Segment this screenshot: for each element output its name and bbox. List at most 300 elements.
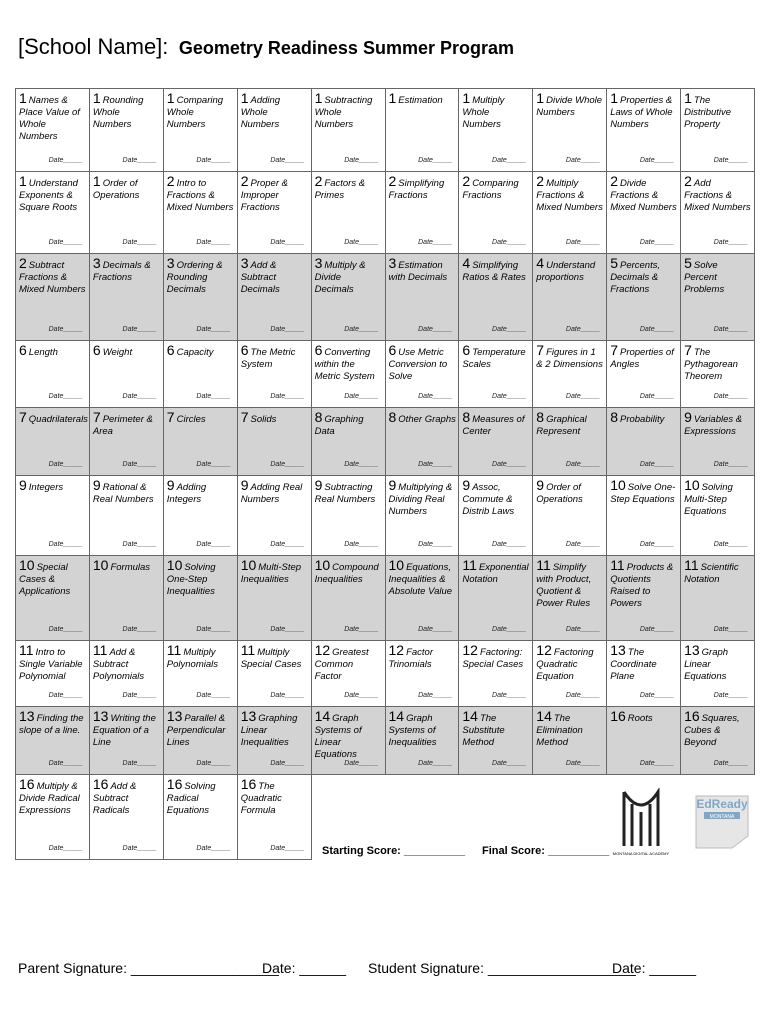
lesson-title: Subtracting Whole Numbers: [314, 95, 373, 130]
lesson-title: Factoring: Special Cases: [462, 647, 524, 670]
lesson-row: [15, 341, 755, 408]
lesson-number: 1: [92, 90, 101, 106]
lesson-title: Multiply Polynomials: [166, 647, 219, 670]
lesson-date-field[interactable]: Date_____: [196, 845, 231, 852]
page-title: [18, 34, 514, 60]
lesson-date-field[interactable]: Date_____: [122, 692, 157, 699]
final-score: Final Score: __________: [482, 845, 610, 857]
lesson-date-field[interactable]: Date_____: [48, 760, 83, 767]
lesson-date-field[interactable]: Date_____: [270, 626, 305, 633]
lesson-date-field[interactable]: Date_____: [639, 626, 675, 633]
lesson-date-field[interactable]: Date_____: [122, 760, 157, 767]
lesson-title: Equations, Inequalities & Absolute Value: [388, 562, 453, 597]
lesson-date-field[interactable]: Date_____: [639, 326, 675, 333]
lesson-cell: [16, 172, 90, 254]
lesson-date-field[interactable]: Date_____: [196, 760, 231, 767]
lesson-cell: [459, 341, 533, 408]
lesson-number: 2: [684, 173, 692, 189]
lesson-number: 14: [462, 708, 478, 724]
lesson-date-field[interactable]: Date_____: [639, 541, 675, 548]
lesson-title: Ordering & Rounding Decimals: [166, 260, 223, 295]
lesson-title: Proper & Improper Fractions: [240, 178, 288, 213]
lesson-date-field[interactable]: Date_____: [270, 760, 305, 767]
lesson-date-field[interactable]: Date_____: [492, 626, 527, 633]
lesson-number: 1: [388, 90, 397, 106]
lesson-date-field[interactable]: Date_____: [492, 692, 527, 699]
lesson-cell: [533, 556, 607, 641]
lesson-cell: [459, 408, 533, 476]
lesson-title: Measures of Center: [462, 414, 525, 437]
lesson-date-field[interactable]: Date_____: [48, 326, 83, 333]
lesson-number: 9: [92, 477, 101, 493]
starting-score: Starting Score: __________: [322, 845, 466, 857]
lesson-title: Adding Integers: [166, 482, 207, 505]
lesson-cell: [607, 641, 681, 707]
lesson-number: 1: [536, 90, 545, 106]
lesson-date-field[interactable]: Date_____: [565, 692, 601, 699]
lesson-cell: [312, 707, 386, 775]
lesson-cell: [533, 408, 607, 476]
lesson-date-field[interactable]: Date_____: [344, 461, 379, 468]
lesson-cell: [533, 254, 607, 341]
svg-text:MONTANA: MONTANA: [709, 814, 735, 820]
lesson-title: Simplifying Ratios & Rates: [462, 260, 526, 283]
lesson-date-field[interactable]: Date_____: [196, 626, 231, 633]
lesson-number: 11: [684, 557, 699, 573]
lesson-cell: [533, 476, 607, 556]
lesson-date-field[interactable]: Date_____: [713, 393, 748, 400]
lesson-title: Solve Percent Problems: [684, 260, 725, 295]
lesson-cell: [164, 641, 238, 707]
lesson-number: 6: [92, 342, 101, 358]
lesson-cell: [312, 341, 386, 408]
lesson-cell: [459, 172, 533, 254]
lesson-number: 11: [92, 642, 108, 658]
lesson-title: Graph Linear Equations: [684, 647, 729, 682]
lesson-number: 3: [388, 255, 397, 271]
lesson-title: Multiply Fractions & Mixed Numbers: [536, 178, 603, 213]
lesson-title: Factoring Quadratic Equation: [536, 647, 594, 682]
lesson-number: 14: [388, 708, 405, 724]
lesson-cell: [16, 556, 90, 641]
lesson-date-field[interactable]: Date_____: [270, 239, 305, 246]
lesson-number: 3: [314, 255, 323, 271]
lesson-number: 11: [610, 557, 625, 573]
program-name: Geometry Readiness Summer Program: [178, 38, 514, 58]
lesson-number: 1: [19, 90, 27, 106]
lesson-date-field[interactable]: Date_____: [565, 461, 601, 468]
lesson-date-field[interactable]: Date_____: [48, 393, 83, 400]
lesson-title: Add & Subtract Polynomials: [92, 647, 145, 682]
lesson-date-field[interactable]: Date_____: [713, 626, 748, 633]
lesson-cell: [238, 254, 312, 341]
lesson-date-field[interactable]: Date_____: [48, 157, 83, 164]
lesson-number: 4: [462, 255, 471, 271]
parent-date: Date: ______: [262, 960, 347, 976]
lesson-number: 8: [388, 409, 397, 425]
lesson-number: 10: [19, 557, 35, 573]
lesson-number: 2: [462, 173, 471, 189]
lesson-date-field[interactable]: Date_____: [48, 626, 83, 633]
lesson-date-field[interactable]: Date_____: [196, 157, 231, 164]
student-signature: Student Signature: ___________________: [368, 960, 636, 976]
lesson-title: The Quadratic Formula: [240, 781, 282, 816]
lesson-title: Formulas: [110, 562, 151, 573]
lesson-number: 12: [462, 642, 478, 658]
lesson-title: Properties & Laws of Whole Numbers: [610, 95, 673, 130]
lesson-cell: [459, 88, 533, 172]
lesson-title: Rounding Whole Numbers: [92, 95, 144, 130]
lesson-number: 1: [462, 90, 471, 106]
lesson-title: Divide Fractions & Mixed Numbers: [610, 178, 677, 213]
lesson-date-field[interactable]: Date_____: [48, 541, 83, 548]
lesson-date-field[interactable]: Date_____: [418, 461, 453, 468]
lesson-cell: [238, 707, 312, 775]
lesson-cell: [681, 641, 755, 707]
parent-signature: Parent Signature: ___________________: [18, 960, 279, 976]
lesson-title: Solve One-Step Equations: [610, 482, 676, 505]
lesson-cell: [607, 707, 681, 775]
lesson-cell: [386, 88, 460, 172]
lesson-number: 6: [19, 342, 27, 358]
lesson-date-field[interactable]: Date_____: [270, 393, 305, 400]
lesson-number: 8: [610, 409, 618, 425]
lesson-date-field[interactable]: Date_____: [418, 393, 453, 400]
lesson-title: Subtracting Real Numbers: [314, 482, 376, 505]
lesson-title: Multiply Whole Numbers: [462, 95, 505, 130]
lesson-title: Graph Systems of Linear Equations: [314, 713, 362, 760]
lesson-number: 12: [536, 642, 552, 658]
lesson-title: Temperature Scales: [462, 347, 526, 370]
lesson-title: Simplifying Fractions: [388, 178, 445, 201]
lesson-number: 16: [19, 776, 35, 792]
lesson-date-field[interactable]: Date_____: [565, 157, 601, 164]
lesson-date-field[interactable]: Date_____: [122, 541, 157, 548]
lesson-title: Divide Whole Numbers: [536, 95, 603, 118]
lesson-date-field[interactable]: Date_____: [270, 461, 305, 468]
lesson-number: 10: [610, 477, 626, 493]
lesson-title: Squares, Cubes & Beyond: [684, 713, 740, 748]
lesson-title: Roots: [627, 713, 653, 724]
montana-digital-academy-logo: [606, 788, 676, 858]
lesson-date-field[interactable]: Date_____: [492, 393, 527, 400]
lesson-cell: [386, 707, 460, 775]
lesson-date-field[interactable]: Date_____: [492, 760, 527, 767]
lesson-number: 16: [92, 776, 109, 792]
lesson-cell: [238, 88, 312, 172]
lesson-number: 3: [92, 255, 101, 271]
lesson-date-field[interactable]: Date_____: [122, 393, 157, 400]
lesson-cell: [681, 408, 755, 476]
lesson-cell: [164, 476, 238, 556]
lesson-number: 10: [166, 557, 183, 573]
lesson-title: Simplify with Product, Quotient & Power Rules: [536, 562, 592, 609]
lesson-cell: [386, 254, 460, 341]
lesson-date-field[interactable]: Date_____: [344, 692, 379, 699]
lesson-date-field[interactable]: Date_____: [48, 239, 83, 246]
lesson-cell: [312, 476, 386, 556]
lesson-cell: [90, 172, 164, 254]
lesson-date-field[interactable]: Date_____: [196, 239, 231, 246]
lesson-cell: [312, 408, 386, 476]
lesson-number: 7: [240, 409, 249, 425]
lesson-cell: [90, 707, 164, 775]
lesson-date-field[interactable]: Date_____: [344, 157, 379, 164]
lesson-date-field[interactable]: Date_____: [713, 692, 748, 699]
lesson-title: Properties of Angles: [610, 347, 674, 370]
lesson-number: 13: [19, 708, 35, 724]
lesson-cell: [681, 88, 755, 172]
lesson-number: 16: [610, 708, 626, 724]
lesson-title: Comparing Whole Numbers: [166, 95, 224, 130]
lesson-date-field[interactable]: Date_____: [270, 326, 305, 333]
lesson-date-field[interactable]: Date_____: [344, 626, 379, 633]
lesson-number: 6: [388, 342, 397, 358]
lesson-cell: [90, 254, 164, 341]
lesson-date-field[interactable]: Date_____: [492, 461, 527, 468]
svg-text:MONTANA DIGITAL ACADEMY: MONTANA DIGITAL ACADEMY: [612, 851, 670, 856]
lesson-date-field[interactable]: Date_____: [48, 692, 83, 699]
lesson-date-field[interactable]: Date_____: [122, 326, 157, 333]
lesson-cell: [533, 172, 607, 254]
lesson-date-field[interactable]: Date_____: [492, 326, 527, 333]
lesson-cell: [386, 341, 460, 408]
lesson-title: Estimation with Decimals: [388, 260, 448, 283]
lesson-cell: [607, 476, 681, 556]
lesson-date-field[interactable]: Date_____: [122, 239, 157, 246]
lesson-number: 2: [240, 173, 249, 189]
lesson-number: 8: [314, 409, 323, 425]
lesson-number: 7: [536, 342, 545, 358]
lesson-date-field[interactable]: Date_____: [639, 239, 675, 246]
lesson-date-field[interactable]: Date_____: [492, 239, 527, 246]
lesson-number: 6: [462, 342, 471, 358]
lesson-date-field[interactable]: Date_____: [565, 239, 601, 246]
lesson-number: 2: [536, 173, 545, 189]
lesson-number: 16: [240, 776, 257, 792]
lesson-row: [15, 172, 755, 254]
lesson-date-field[interactable]: Date_____: [639, 461, 675, 468]
lesson-date-field[interactable]: Date_____: [713, 760, 748, 767]
lesson-date-field[interactable]: Date_____: [196, 541, 231, 548]
lesson-date-field[interactable]: Date_____: [270, 541, 305, 548]
lesson-title: Integers: [28, 482, 64, 493]
lesson-date-field[interactable]: Date_____: [418, 760, 453, 767]
lesson-title: Exponential Notation: [462, 562, 529, 585]
lesson-date-field[interactable]: Date_____: [713, 461, 748, 468]
lesson-date-field[interactable]: Date_____: [344, 393, 379, 400]
lesson-title: Solving Multi-Step Equations: [684, 482, 733, 517]
lesson-title: Factor Trinomials: [388, 647, 434, 670]
lesson-title: The Coordinate Plane: [610, 647, 657, 682]
lesson-date-field[interactable]: Date_____: [418, 541, 453, 548]
lesson-number: 7: [92, 409, 101, 425]
lesson-date-field[interactable]: Date_____: [344, 760, 379, 767]
lesson-cell: [386, 641, 460, 707]
lesson-title: Multiplying & Dividing Real Numbers: [388, 482, 453, 517]
lesson-number: 7: [684, 342, 692, 358]
lesson-date-field[interactable]: Date_____: [48, 845, 83, 852]
lesson-date-field[interactable]: Date_____: [492, 157, 527, 164]
lesson-cell: [90, 775, 164, 860]
lesson-cell: [681, 707, 755, 775]
lesson-cell: [164, 556, 238, 641]
lesson-title: Multiply & Divide Decimals: [314, 260, 366, 295]
lesson-title: Variables & Expressions: [684, 414, 743, 437]
lesson-title: Add & Subtract Radicals: [92, 781, 137, 816]
lesson-number: 10: [92, 557, 109, 573]
lesson-date-field[interactable]: Date_____: [344, 541, 379, 548]
lesson-cell: [459, 476, 533, 556]
lesson-date-field[interactable]: Date_____: [418, 157, 453, 164]
lesson-number: 9: [166, 477, 175, 493]
lesson-cell: [312, 88, 386, 172]
lesson-cell: [681, 341, 755, 408]
lesson-cell: [459, 556, 533, 641]
lesson-cell: [90, 476, 164, 556]
lesson-number: 7: [19, 409, 27, 425]
lesson-date-field[interactable]: Date_____: [565, 626, 601, 633]
lesson-number: 2: [166, 173, 175, 189]
lesson-row: [15, 88, 755, 172]
lesson-cell: [533, 88, 607, 172]
lesson-number: 9: [684, 409, 692, 425]
lesson-title: Parallel & Perpendicular Lines: [166, 713, 226, 748]
lesson-date-field[interactable]: Date_____: [196, 692, 231, 699]
lesson-cell: [164, 341, 238, 408]
lesson-cell: [533, 341, 607, 408]
lesson-title: Graphing Linear Inequalities: [240, 713, 298, 748]
lesson-cell: [607, 88, 681, 172]
lesson-number: 2: [388, 173, 397, 189]
lesson-number: 9: [462, 477, 471, 493]
lesson-date-field[interactable]: Date_____: [48, 461, 83, 468]
lesson-cell: [164, 707, 238, 775]
lesson-title: Figures in 1 & 2 Dimensions: [536, 347, 603, 370]
lesson-date-field[interactable]: Date_____: [196, 461, 231, 468]
lesson-cell: [16, 775, 90, 860]
lesson-cell: [681, 254, 755, 341]
lesson-number: 1: [240, 90, 249, 106]
lesson-cell: [312, 172, 386, 254]
lesson-date-field[interactable]: Date_____: [270, 157, 305, 164]
lesson-date-field[interactable]: Date_____: [639, 157, 675, 164]
lesson-number: 10: [314, 557, 331, 573]
lesson-cell: [164, 408, 238, 476]
lesson-title: Probability: [619, 414, 665, 425]
lesson-number: 1: [684, 90, 692, 106]
lesson-cell: [16, 408, 90, 476]
lesson-title: Graphing Data: [314, 414, 364, 437]
lesson-number: 13: [240, 708, 257, 724]
lesson-title: Scientific Notation: [684, 562, 739, 585]
lesson-number: 13: [166, 708, 183, 724]
lesson-row: [15, 254, 755, 341]
lesson-number: 16: [684, 708, 700, 724]
lesson-date-field[interactable]: Date_____: [565, 760, 601, 767]
lesson-cell: [681, 476, 755, 556]
lesson-number: 4: [536, 255, 545, 271]
lesson-date-field[interactable]: Date_____: [565, 393, 601, 400]
lesson-date-field[interactable]: Date_____: [639, 760, 675, 767]
lesson-cell: [238, 556, 312, 641]
lesson-title: The Elimination Method: [536, 713, 583, 748]
lesson-number: 10: [240, 557, 257, 573]
lesson-date-field[interactable]: Date_____: [713, 541, 748, 548]
lesson-date-field[interactable]: Date_____: [713, 157, 748, 164]
lesson-date-field[interactable]: Date_____: [196, 326, 231, 333]
lesson-date-field[interactable]: Date_____: [565, 541, 601, 548]
lesson-cell: [16, 254, 90, 341]
lesson-cell: [238, 641, 312, 707]
lesson-date-field[interactable]: Date_____: [565, 326, 601, 333]
lesson-number: 1: [314, 90, 323, 106]
lesson-date-field[interactable]: Date_____: [713, 326, 748, 333]
lesson-date-field[interactable]: Date_____: [344, 239, 379, 246]
lesson-title: Factors & Primes: [314, 178, 366, 201]
lesson-cell: [607, 254, 681, 341]
lesson-title: Comparing Fractions: [462, 178, 519, 201]
lesson-cell: [386, 476, 460, 556]
lesson-date-field[interactable]: Date_____: [196, 393, 231, 400]
lesson-number: 1: [92, 173, 101, 189]
lesson-date-field[interactable]: Date_____: [122, 845, 157, 852]
lesson-cell: [164, 775, 238, 860]
lesson-date-field[interactable]: Date_____: [639, 393, 675, 400]
lesson-cell: [533, 641, 607, 707]
lesson-date-field[interactable]: Date_____: [270, 845, 305, 852]
lesson-date-field[interactable]: Date_____: [122, 461, 157, 468]
lesson-number: 5: [684, 255, 692, 271]
lesson-date-field[interactable]: Date_____: [344, 326, 379, 333]
lesson-date-field[interactable]: Date_____: [639, 692, 675, 699]
lesson-number: 12: [314, 642, 331, 658]
lesson-title: Graph Systems of Inequalities: [388, 713, 437, 748]
lesson-title: Assoc, Commute & Distrib Laws: [462, 482, 515, 517]
lesson-date-field[interactable]: Date_____: [418, 626, 453, 633]
lesson-date-field[interactable]: Date_____: [418, 692, 453, 699]
lesson-date-field[interactable]: Date_____: [418, 239, 453, 246]
lesson-title: Finding the slope of a line.: [19, 713, 84, 736]
lesson-title: Percents, Decimals & Fractions: [610, 260, 661, 295]
lesson-number: 11: [240, 642, 256, 658]
lesson-number: 13: [684, 642, 700, 658]
lesson-cell: [90, 88, 164, 172]
lesson-number: 7: [610, 342, 618, 358]
lesson-title: Quadrilaterals: [28, 414, 88, 425]
lesson-date-field[interactable]: Date_____: [122, 157, 157, 164]
lesson-title: Capacity: [176, 347, 214, 358]
lesson-number: 5: [610, 255, 618, 271]
lesson-date-field[interactable]: Date_____: [418, 326, 453, 333]
lesson-cell: [459, 707, 533, 775]
lesson-title: Understand Exponents & Square Roots: [19, 178, 78, 213]
lesson-cell: [164, 88, 238, 172]
lesson-title: Subtract Fractions & Mixed Numbers: [19, 260, 86, 295]
lesson-title: Intro to Single Variable Polynomial: [19, 647, 83, 682]
lesson-date-field[interactable]: Date_____: [270, 692, 305, 699]
lesson-number: 2: [314, 173, 323, 189]
lesson-cell: [90, 408, 164, 476]
lesson-date-field[interactable]: Date_____: [492, 541, 527, 548]
lesson-number: 14: [536, 708, 552, 724]
lesson-row: [15, 408, 755, 476]
lesson-title: Weight: [102, 347, 133, 358]
lesson-date-field[interactable]: Date_____: [122, 626, 157, 633]
lesson-date-field[interactable]: Date_____: [713, 239, 748, 246]
lesson-number: 13: [92, 708, 109, 724]
lesson-number: 9: [536, 477, 545, 493]
